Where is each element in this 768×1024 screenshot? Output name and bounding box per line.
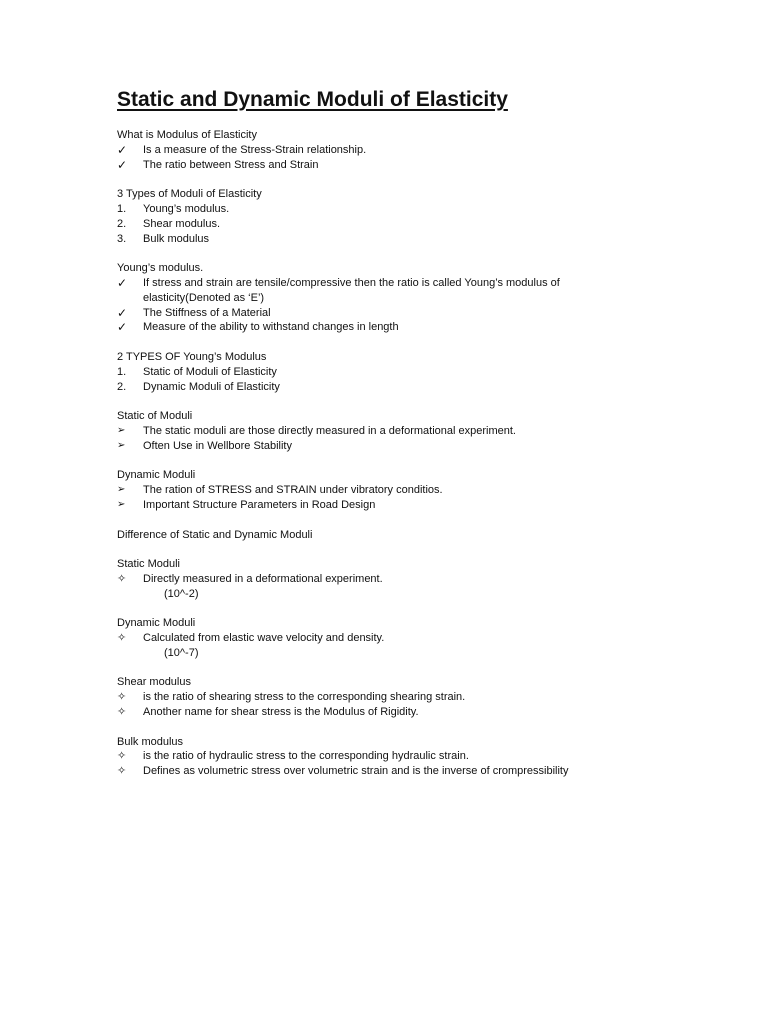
document-title: Static and Dynamic Moduli of Elasticity [117,88,508,111]
star-diamond-bullet-icon: ✧ [117,632,127,645]
list-item-text: Calculated from elastic wave velocity and density. [143,632,385,645]
list-item-text: Static of Moduli of Elasticity [143,365,277,378]
list-item [117,749,637,764]
list-item-text: The ration of STRESS and STRAIN under vibratory conditios. [143,484,443,497]
star-diamond-bullet-icon: ✧ [117,691,127,704]
section-heading: Young’s modulus. [117,262,204,275]
list-item-text: Important Structure Parameters in Road Design [143,498,376,511]
section [117,350,637,394]
section [117,616,637,660]
list-item [117,306,637,321]
checkmark-icon: ✓ [117,157,128,172]
list-item-text: Often Use in Wellbore Stability [143,439,292,452]
section-heading: Dynamic Moduli [117,617,196,630]
list-item [117,498,637,513]
list-item-text: The Stiffness of a Material [143,306,271,319]
list-item [117,365,637,380]
arrow-bullet-icon: ➢ [117,424,126,436]
section-heading: Dynamic Moduli [117,469,196,482]
checkmark-icon: ✓ [117,320,128,335]
section [117,261,637,335]
list-item [117,217,637,232]
list-item [117,483,637,498]
list-item-text: is the ratio of hydraulic stress to the corresponding hydraulic strain. [143,750,469,763]
section-heading: Shear modulus [117,676,191,689]
list-item [117,276,637,306]
list-number: 2. [117,217,127,230]
section-heading: Bulk modulus [117,735,184,748]
list-item [117,320,637,335]
section [117,409,637,453]
list-item [117,380,637,395]
list-item-text: Young’s modulus. [143,202,230,215]
list-item-text: Dynamic Moduli of Elasticity [143,380,280,393]
list-item-text: If stress and strain are tensile/compressive then the ratio is called Young’s modulus of elasticity(Denoted as ‘E’) [143,276,560,304]
exponent-note: (10^-7) [164,646,199,659]
list-item [117,143,637,158]
star-diamond-bullet-icon: ✧ [117,706,127,719]
checkmark-icon: ✓ [117,275,128,290]
list-item [117,631,637,646]
section-heading: 3 Types of Moduli of Elasticity [117,188,262,201]
star-diamond-bullet-icon: ✧ [117,765,127,778]
list-item-text: The static moduli are those directly measured in a deformational experiment. [143,424,516,437]
document-body [117,128,637,794]
checkmark-icon: ✓ [117,142,128,157]
exponent-note: (10^-2) [164,587,199,600]
list-item-text: Is a measure of the Stress-Strain relationship. [143,143,367,156]
list-number: 2. [117,380,127,393]
section-heading: 2 TYPES OF Young’s Modulus [117,350,267,363]
list-item [117,690,637,705]
section-heading: Difference of Static and Dynamic Moduli [117,528,313,541]
list-item [117,158,637,173]
arrow-bullet-icon: ➢ [117,439,126,451]
list-item-text: Shear modulus. [143,217,221,230]
list-item-text: The ratio between Stress and Strain [143,158,319,171]
arrow-bullet-icon: ➢ [117,484,126,496]
list-item-text: Directly measured in a deformational experiment. [143,572,383,585]
list-item-text: Defines as volumetric stress over volumetric strain and is the inverse of crompressibility [143,765,569,778]
section [117,735,637,779]
star-diamond-bullet-icon: ✧ [117,572,127,585]
section [117,187,637,246]
list-item [117,572,637,587]
section-heading: What is Modulus of Elasticity [117,129,257,141]
list-item [117,202,637,217]
list-item-text: Another name for shear stress is the Modulus of Rigidity. [143,706,419,719]
section-heading: Static of Moduli [117,410,193,423]
list-item-text: Measure of the ability to withstand changes in length [143,321,399,334]
list-item [117,424,637,439]
star-diamond-bullet-icon: ✧ [117,750,127,763]
list-item-text: is the ratio of shearing stress to the corresponding shearing strain. [143,691,466,704]
section-heading: Static Moduli [117,558,180,571]
list-item [117,232,637,247]
list-item [117,705,637,720]
section [117,128,637,172]
section [117,528,637,543]
arrow-bullet-icon: ➢ [117,498,126,510]
list-number: 3. [117,232,127,245]
section [117,675,637,719]
section [117,557,637,601]
list-item [117,439,637,454]
list-number: 1. [117,202,127,215]
section [117,468,637,512]
list-item [117,764,637,779]
checkmark-icon: ✓ [117,305,128,320]
list-number: 1. [117,365,127,378]
list-item-text: Bulk modulus [143,232,210,245]
